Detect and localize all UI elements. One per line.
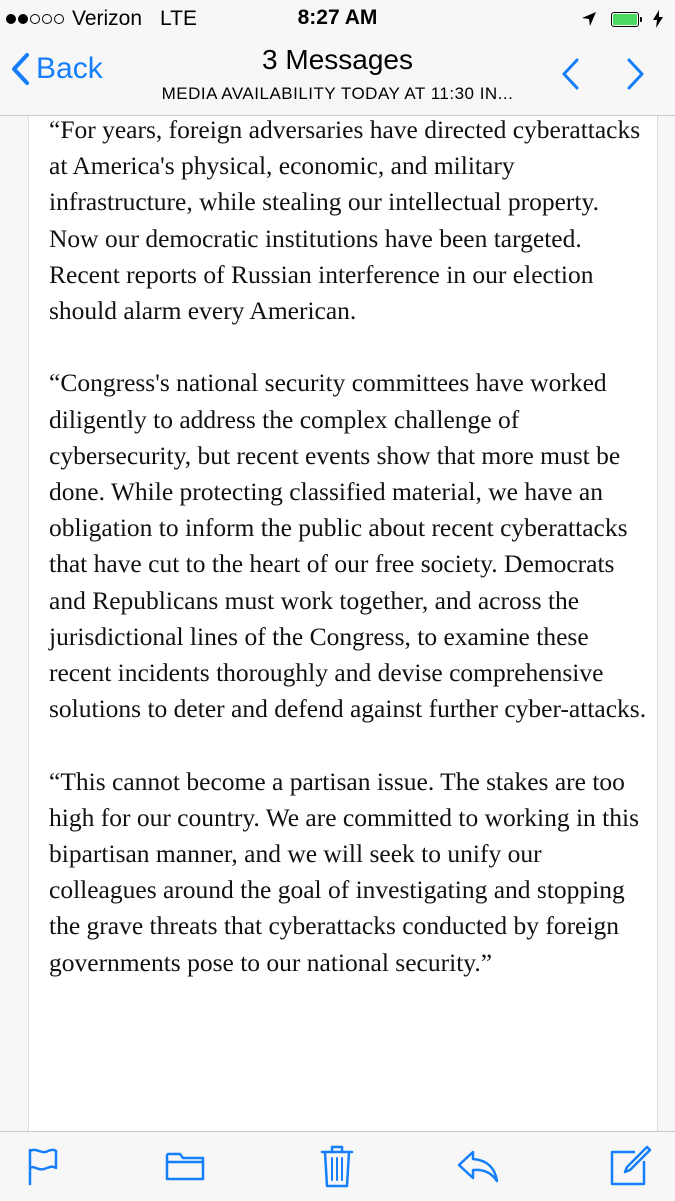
status-time: 8:27 AM bbox=[297, 6, 378, 29]
previous-message-button[interactable] bbox=[552, 56, 588, 92]
move-to-folder-button[interactable] bbox=[163, 1144, 207, 1188]
message-content-area bbox=[0, 116, 675, 1131]
paragraph-spacer bbox=[49, 727, 653, 763]
delete-button[interactable] bbox=[315, 1144, 359, 1188]
charging-bolt-icon bbox=[653, 10, 663, 28]
reply-icon bbox=[456, 1148, 500, 1184]
flag-button[interactable] bbox=[20, 1144, 64, 1188]
reply-button[interactable] bbox=[456, 1144, 500, 1188]
message-subject: MEDIA AVAILABILITY TODAY AT 11:30 IN... bbox=[161, 84, 514, 103]
battery-fill bbox=[613, 14, 637, 25]
email-body[interactable] bbox=[28, 116, 658, 1131]
next-message-button[interactable] bbox=[618, 56, 654, 92]
email-paragraph-1: “For years, foreign adversaries have directed cyberattacks at America's physical, economic, and military infrastructure, while stealing our intellectual property. Now our democratic institutions have been targeted. Recent reports of Russian interference in our election should alarm every American. bbox=[49, 116, 641, 326]
network-type: LTE bbox=[160, 7, 198, 30]
compose-icon bbox=[608, 1144, 652, 1188]
folder-icon bbox=[164, 1149, 206, 1183]
chevron-down-icon bbox=[626, 57, 646, 91]
email-paragraph-3: “This cannot become a partisan issue. The stakes are too high for our country. We are committed to working in this bipartisan manner, and we will seek to unify our colleagues around the goal of investigating and stopping the grave threats that cyberattacks conducted by foreign governments pose to our national security.” bbox=[49, 766, 639, 977]
page-title: 3 Messages bbox=[262, 44, 413, 75]
email-paragraph-2: “Congress's national security committees have worked diligently to address the complex challenge of cybersecurity, but recent events show that more must be done. While protecting classified material, we have an obligation to inform the public about recent cyberattacks that have cut to the heart of our free society. Democrats and Republicans must work together, and across the jurisdictional lines of the Congress, to examine these recent incidents thoroughly and devise comprehensive solutions to deter and defend against further cyber-attacks. bbox=[49, 368, 647, 724]
location-arrow-icon bbox=[581, 11, 597, 27]
status-right bbox=[581, 6, 663, 32]
flag-icon bbox=[24, 1146, 60, 1186]
navigation-bar bbox=[0, 38, 675, 116]
back-button-label: Back bbox=[36, 52, 103, 85]
email-text bbox=[49, 116, 653, 981]
battery-icon bbox=[611, 12, 639, 27]
status-bar bbox=[0, 0, 675, 38]
paragraph-spacer bbox=[49, 329, 653, 365]
trash-icon bbox=[319, 1144, 355, 1188]
chevron-up-icon bbox=[560, 57, 580, 91]
bottom-toolbar bbox=[0, 1131, 675, 1201]
carrier-name: Verizon bbox=[72, 7, 143, 30]
compose-button[interactable] bbox=[608, 1144, 652, 1188]
